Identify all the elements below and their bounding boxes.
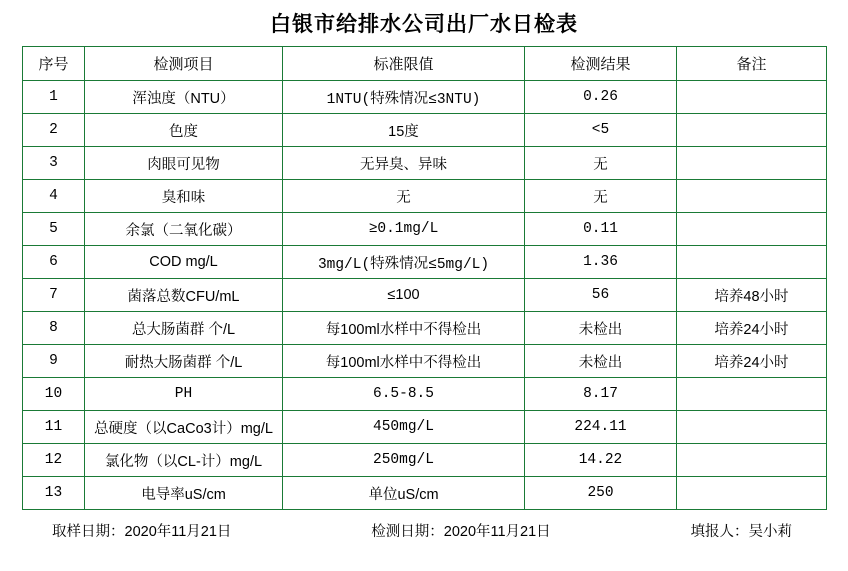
cell-limit: 单位uS/cm xyxy=(283,477,525,510)
table-row xyxy=(23,114,827,147)
cell-no: 10 xyxy=(23,378,85,411)
cell-remark xyxy=(677,213,827,246)
cell-result: 1.36 xyxy=(525,246,677,279)
cell-no: 5 xyxy=(23,213,85,246)
cell-item: 肉眼可见物 xyxy=(85,147,283,180)
cell-item: PH xyxy=(85,378,283,411)
cell-no: 2 xyxy=(23,114,85,147)
cell-result: 56 xyxy=(525,279,677,312)
cell-limit: ≤100 xyxy=(283,279,525,312)
table-row xyxy=(23,477,827,510)
cell-item: COD mg/L xyxy=(85,246,283,279)
table-row xyxy=(23,378,827,411)
table-row xyxy=(23,246,827,279)
cell-remark xyxy=(677,477,827,510)
cell-result: 8.17 xyxy=(525,378,677,411)
cell-result: 未检出 xyxy=(525,345,677,378)
table-row xyxy=(23,345,827,378)
cell-remark: 培养24小时 xyxy=(677,345,827,378)
table-header xyxy=(23,47,827,81)
filler-name: 填报人：吴小莉 xyxy=(690,524,792,540)
table-body xyxy=(23,81,827,510)
cell-limit: 6.5-8.5 xyxy=(283,378,525,411)
cell-no: 1 xyxy=(23,81,85,114)
column-header-result: 检测结果 xyxy=(525,47,677,81)
footer-info xyxy=(0,520,848,541)
cell-no: 11 xyxy=(23,411,85,444)
cell-result: 14.22 xyxy=(525,444,677,477)
table-row xyxy=(23,312,827,345)
cell-remark xyxy=(677,114,827,147)
cell-item: 色度 xyxy=(85,114,283,147)
water-quality-table xyxy=(22,46,827,510)
cell-limit: 450mg/L xyxy=(283,411,525,444)
cell-item: 浑浊度（NTU） xyxy=(85,81,283,114)
table-row xyxy=(23,444,827,477)
table-container xyxy=(0,46,848,510)
table-row xyxy=(23,147,827,180)
cell-limit: 无 xyxy=(283,180,525,213)
cell-item: 菌落总数CFU/mL xyxy=(85,279,283,312)
table-header-row xyxy=(23,47,827,81)
column-header-remark: 备注 xyxy=(677,47,827,81)
cell-item: 氯化物（以CL-计）mg/L xyxy=(85,444,283,477)
cell-limit: 250mg/L xyxy=(283,444,525,477)
table-row xyxy=(23,279,827,312)
cell-remark xyxy=(677,411,827,444)
column-header-limit: 标准限值 xyxy=(283,47,525,81)
cell-result: 0.26 xyxy=(525,81,677,114)
cell-no: 6 xyxy=(23,246,85,279)
cell-no: 7 xyxy=(23,279,85,312)
cell-no: 3 xyxy=(23,147,85,180)
cell-remark xyxy=(677,378,827,411)
table-row xyxy=(23,180,827,213)
cell-remark xyxy=(677,81,827,114)
column-header-item: 检测项目 xyxy=(85,47,283,81)
cell-limit: ≥0.1mg/L xyxy=(283,213,525,246)
sample-date: 取样日期：2020年11月21日 xyxy=(52,524,232,540)
cell-remark xyxy=(677,180,827,213)
cell-no: 12 xyxy=(23,444,85,477)
cell-limit: 1NTU(特殊情况≤3NTU) xyxy=(283,81,525,114)
cell-limit: 3mg/L(特殊情况≤5mg/L) xyxy=(283,246,525,279)
cell-limit: 每100ml水样中不得检出 xyxy=(283,312,525,345)
cell-result: 未检出 xyxy=(525,312,677,345)
cell-result: 224.11 xyxy=(525,411,677,444)
cell-remark: 培养24小时 xyxy=(677,312,827,345)
cell-remark xyxy=(677,246,827,279)
column-header-no: 序号 xyxy=(23,47,85,81)
cell-no: 9 xyxy=(23,345,85,378)
cell-remark: 培养48小时 xyxy=(677,279,827,312)
cell-item: 耐热大肠菌群 个/L xyxy=(85,345,283,378)
cell-result: 0.11 xyxy=(525,213,677,246)
cell-limit: 无异臭、异味 xyxy=(283,147,525,180)
table-row xyxy=(23,213,827,246)
cell-result: <5 xyxy=(525,114,677,147)
cell-item: 总硬度（以CaCo3计）mg/L xyxy=(85,411,283,444)
cell-no: 4 xyxy=(23,180,85,213)
cell-no: 13 xyxy=(23,477,85,510)
cell-remark xyxy=(677,444,827,477)
page-title: 白银市给排水公司出厂水日检表 xyxy=(270,13,578,36)
test-date: 检测日期：2020年11月21日 xyxy=(371,524,551,540)
cell-remark xyxy=(677,147,827,180)
cell-item: 总大肠菌群 个/L xyxy=(85,312,283,345)
cell-result: 250 xyxy=(525,477,677,510)
cell-limit: 15度 xyxy=(283,114,525,147)
cell-item: 余氯（二氧化碳） xyxy=(85,213,283,246)
table-row xyxy=(23,411,827,444)
cell-item: 电导率uS/cm xyxy=(85,477,283,510)
cell-no: 8 xyxy=(23,312,85,345)
cell-result: 无 xyxy=(525,147,677,180)
cell-item: 臭和味 xyxy=(85,180,283,213)
table-row xyxy=(23,81,827,114)
cell-limit: 每100ml水样中不得检出 xyxy=(283,345,525,378)
cell-result: 无 xyxy=(525,180,677,213)
